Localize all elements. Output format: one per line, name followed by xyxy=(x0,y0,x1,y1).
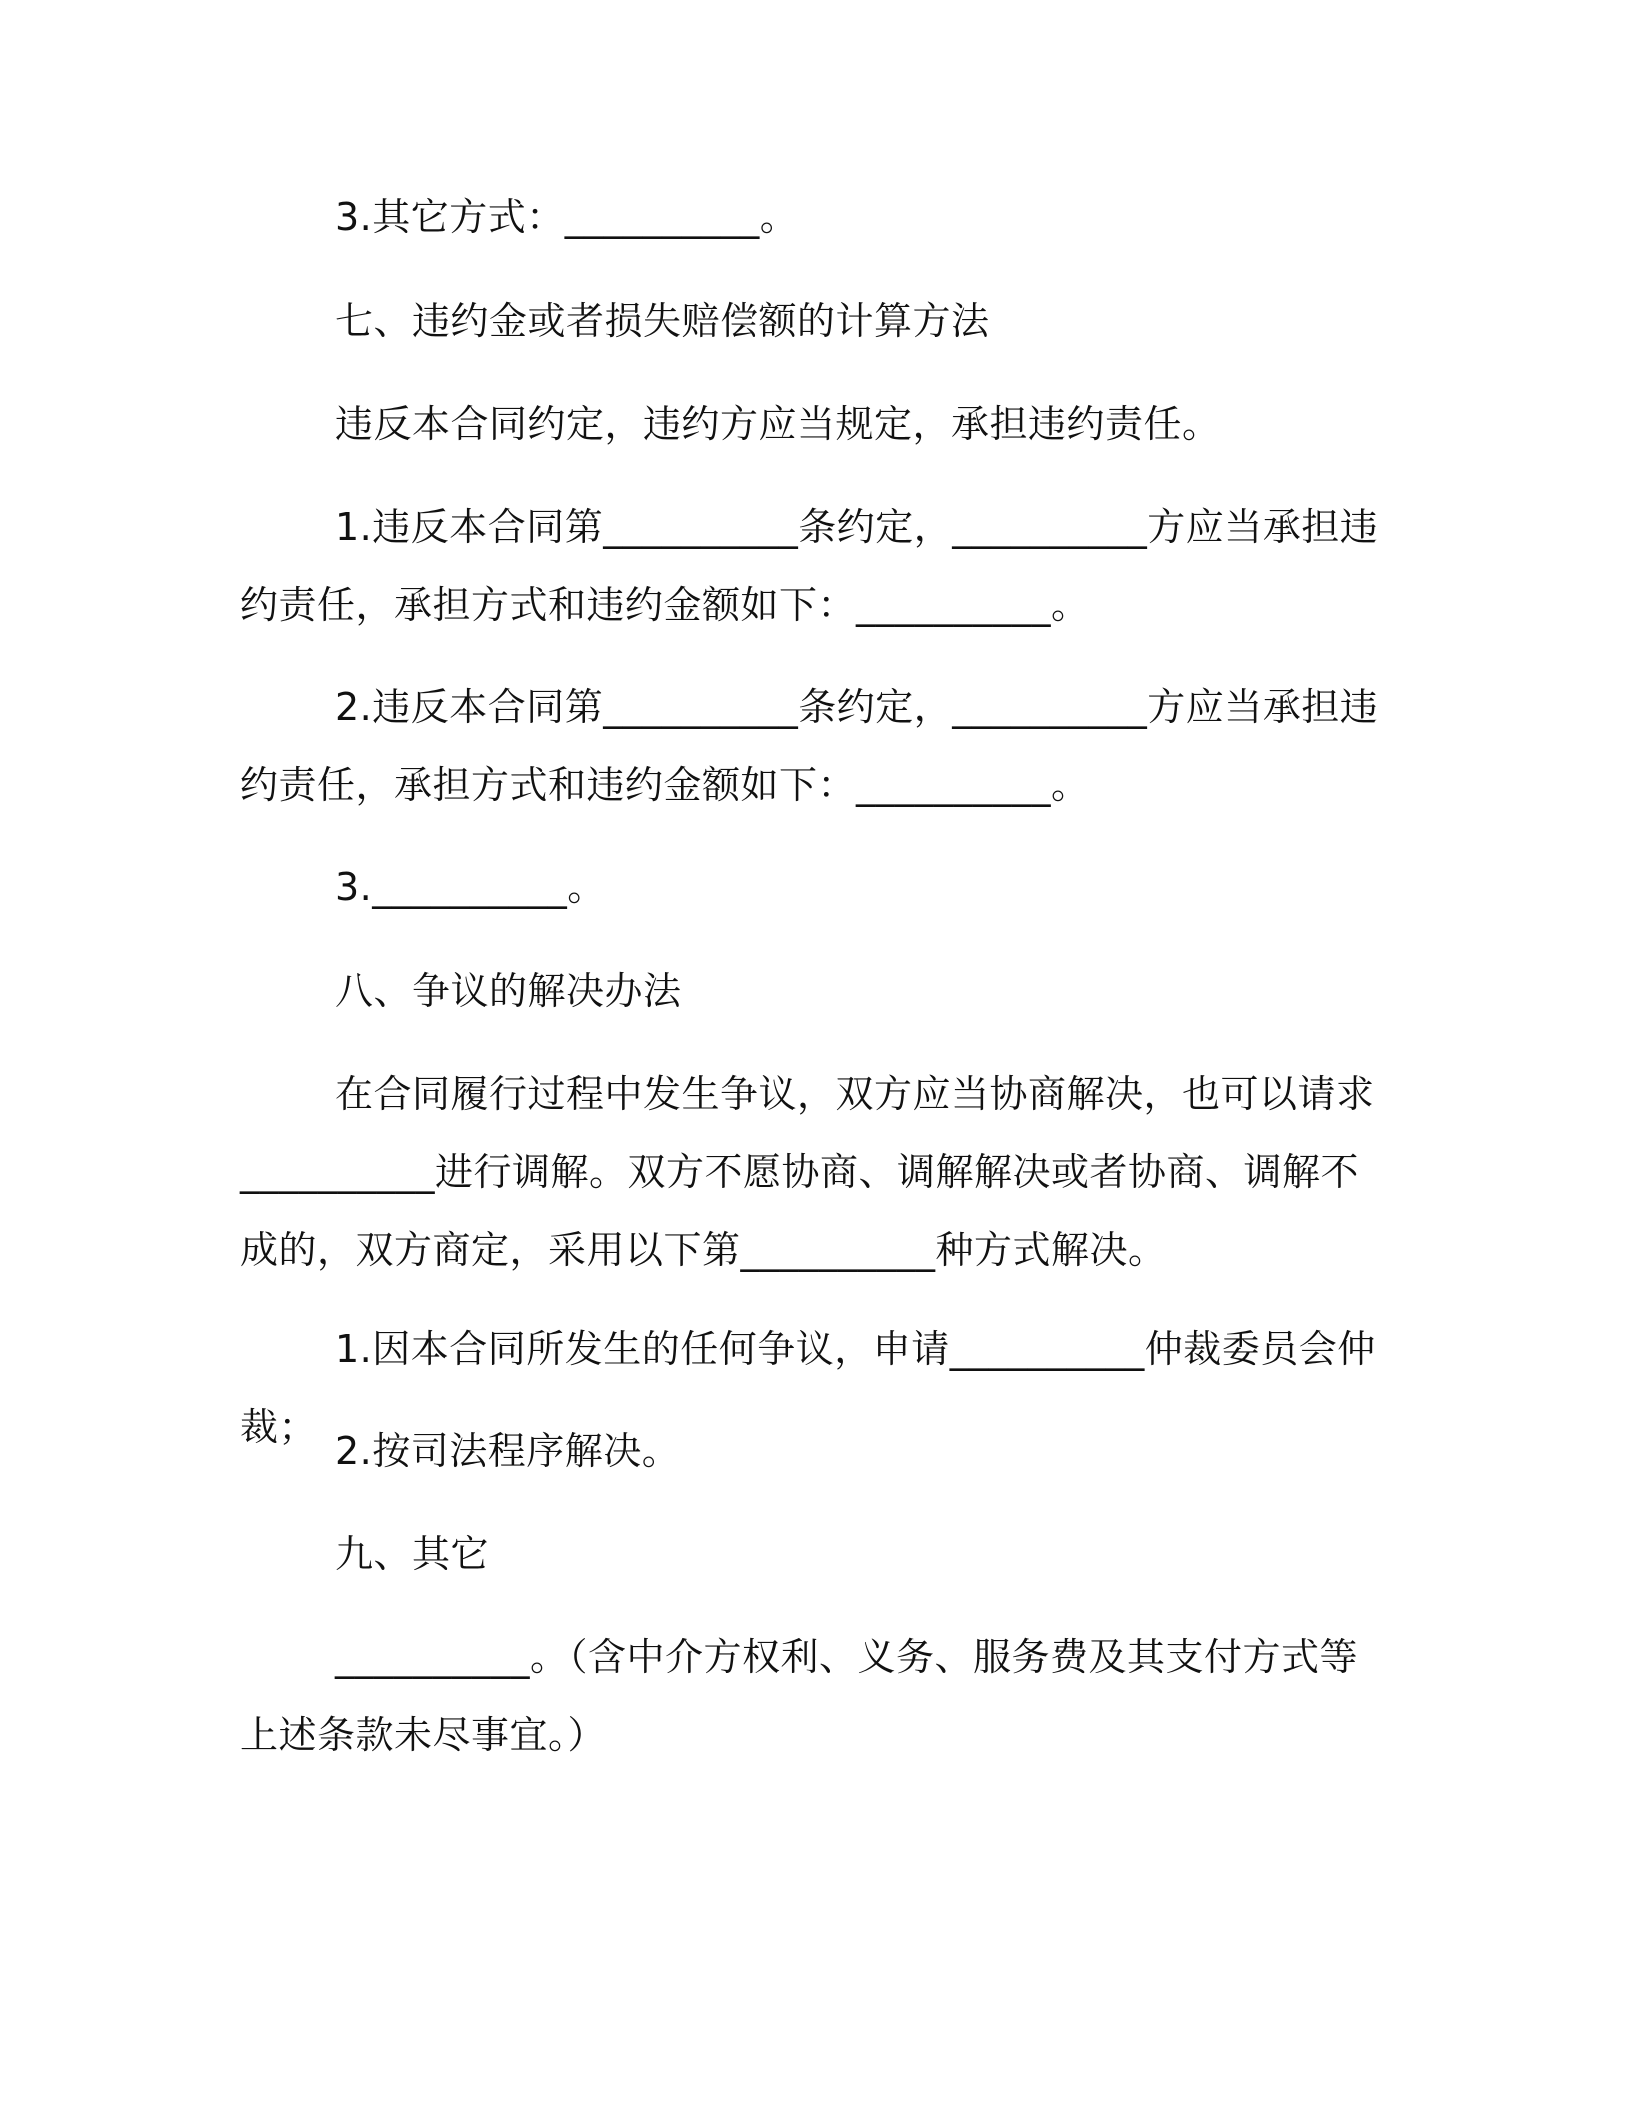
paragraph-breach-item-2: 2.违反本合同第__________条约定，__________方应当承担违约责任，承担方式和违约金额如下：__________。 xyxy=(240,685,1379,807)
paragraph-other-matters: __________。（含中介方权利、义务、服务费及其支付方式等上述条款未尽事宜。） xyxy=(240,1635,1359,1757)
paragraph-breach-item-3: 3.__________。 xyxy=(335,865,606,909)
paragraph-breach-item-1: 1.违反本合同第__________条约定，__________方应当承担违约责任，承担方式和违约金额如下：__________。 xyxy=(240,505,1379,627)
section-heading-seven: 七、违约金或者损失赔偿额的计算方法 xyxy=(335,299,990,343)
paragraph-judicial: 2.按司法程序解决。 xyxy=(335,1429,681,1473)
section-heading-nine: 九、其它 xyxy=(335,1532,490,1576)
section-heading-eight: 八、争议的解决办法 xyxy=(335,969,682,1013)
paragraph-arbitration: 1.因本合同所发生的任何争议，申请__________仲裁委员会仲裁； xyxy=(240,1327,1376,1449)
paragraph-breach-liability: 违反本合同约定，违约方应当规定，承担违约责任。 xyxy=(335,402,1221,446)
paragraph-dispute-resolution: 在合同履行过程中发生争议，双方应当协商解决，也可以请求__________进行调解。双方不愿协商、调解解决或者协商、调解不成的，双方商定，采用以下第__________种方式解决。 xyxy=(240,1072,1375,1272)
paragraph-other-method: 3.其它方式：__________。 xyxy=(335,195,799,239)
